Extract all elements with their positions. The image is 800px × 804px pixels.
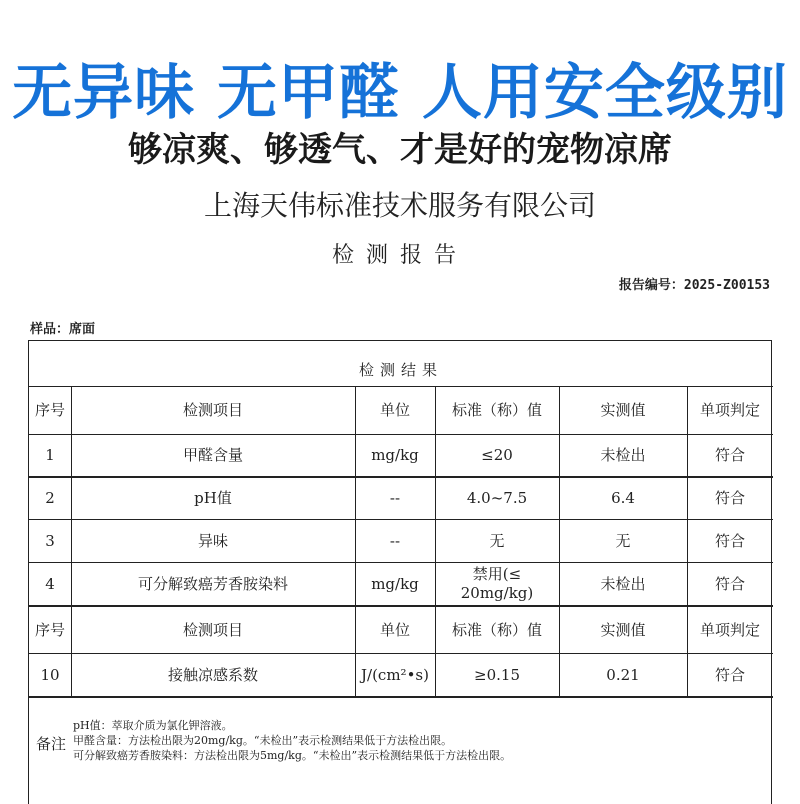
row-measured: 0.21 [606, 665, 640, 684]
report-number [619, 276, 770, 296]
header-measured: 实测值 [600, 620, 646, 639]
header-verdict: 单项判定 [699, 400, 760, 419]
row-item: 异味 [197, 531, 228, 550]
row-no: 1 [45, 445, 55, 464]
row-measured: 未检出 [600, 574, 646, 593]
remark-line: 可分解致癌芳香胺染料：方法检出限为5mg/kg。“未检出”表示检测结果低于方法检出限。 [73, 749, 512, 762]
header-unit: 单位 [379, 620, 410, 639]
row-item: 可分解致癌芳香胺染料 [137, 574, 288, 593]
row-standard: 无 [489, 531, 505, 550]
headline-banner: 无异味 无甲醛 人用安全级别 [12, 58, 788, 128]
row-measured: 未检出 [600, 445, 646, 464]
report-number-value: 2025-Z00153 [683, 278, 770, 293]
row-verdict: 符合 [714, 488, 745, 507]
row-standard: 4.0~7.5 [466, 488, 528, 507]
remark-line: 甲醛含量：方法检出限为20mg/kg。“未检出”表示检测结果低于方法检出限。 [73, 734, 453, 747]
remarks-notes [73, 718, 763, 763]
row-item: 甲醛含量 [182, 445, 243, 464]
row-no: 4 [45, 574, 55, 593]
row-measured: 6.4 [611, 488, 635, 507]
header-no: 序号 [34, 620, 65, 639]
row-no: 3 [45, 531, 55, 550]
row-item: 接触凉感系数 [167, 665, 258, 684]
report-title: 检测报告 [331, 243, 468, 268]
row-unit: mg/kg [371, 574, 419, 593]
row-item: pH值 [194, 488, 232, 507]
header-item: 检测项目 [182, 620, 243, 639]
remarks-label: 备注 [35, 734, 66, 753]
row-unit: mg/kg [371, 445, 419, 464]
header-verdict: 单项判定 [699, 620, 760, 639]
header-item: 检测项目 [182, 400, 243, 419]
header-unit: 单位 [379, 400, 410, 419]
row-verdict: 符合 [714, 574, 745, 593]
row-standard: ≥0.15 [474, 665, 520, 684]
header-measured: 实测值 [600, 400, 646, 419]
results-title: 检测结果 [358, 361, 443, 379]
row-no: 10 [40, 665, 60, 684]
company-name: 上海天伟标准技术服务有限公司 [203, 189, 596, 222]
header-standard: 标准（称）值 [451, 400, 542, 419]
row-no: 2 [45, 488, 55, 507]
sample-label: 样品：席面 [30, 322, 96, 337]
row-verdict: 符合 [714, 445, 745, 464]
row-unit: -- [389, 531, 401, 550]
results-table [28, 340, 772, 804]
row-standard: ≤20 [481, 445, 513, 464]
row-unit: -- [389, 488, 401, 507]
row-standard: 禁用(≤ 20mg/kg) [460, 565, 534, 602]
subheadline: 够凉爽、够透气、才是好的宠物凉席 [128, 130, 672, 170]
row-verdict: 符合 [714, 665, 745, 684]
remark-line: pH值：萃取介质为氯化钾溶液。 [73, 719, 233, 732]
header-standard: 标准（称）值 [451, 620, 542, 639]
row-verdict: 符合 [714, 531, 745, 550]
report-number-label: 报告编号： [618, 278, 684, 293]
row-unit: J/(cm²•s) [361, 665, 429, 684]
header-no: 序号 [34, 400, 65, 419]
row-measured: 无 [615, 531, 631, 550]
